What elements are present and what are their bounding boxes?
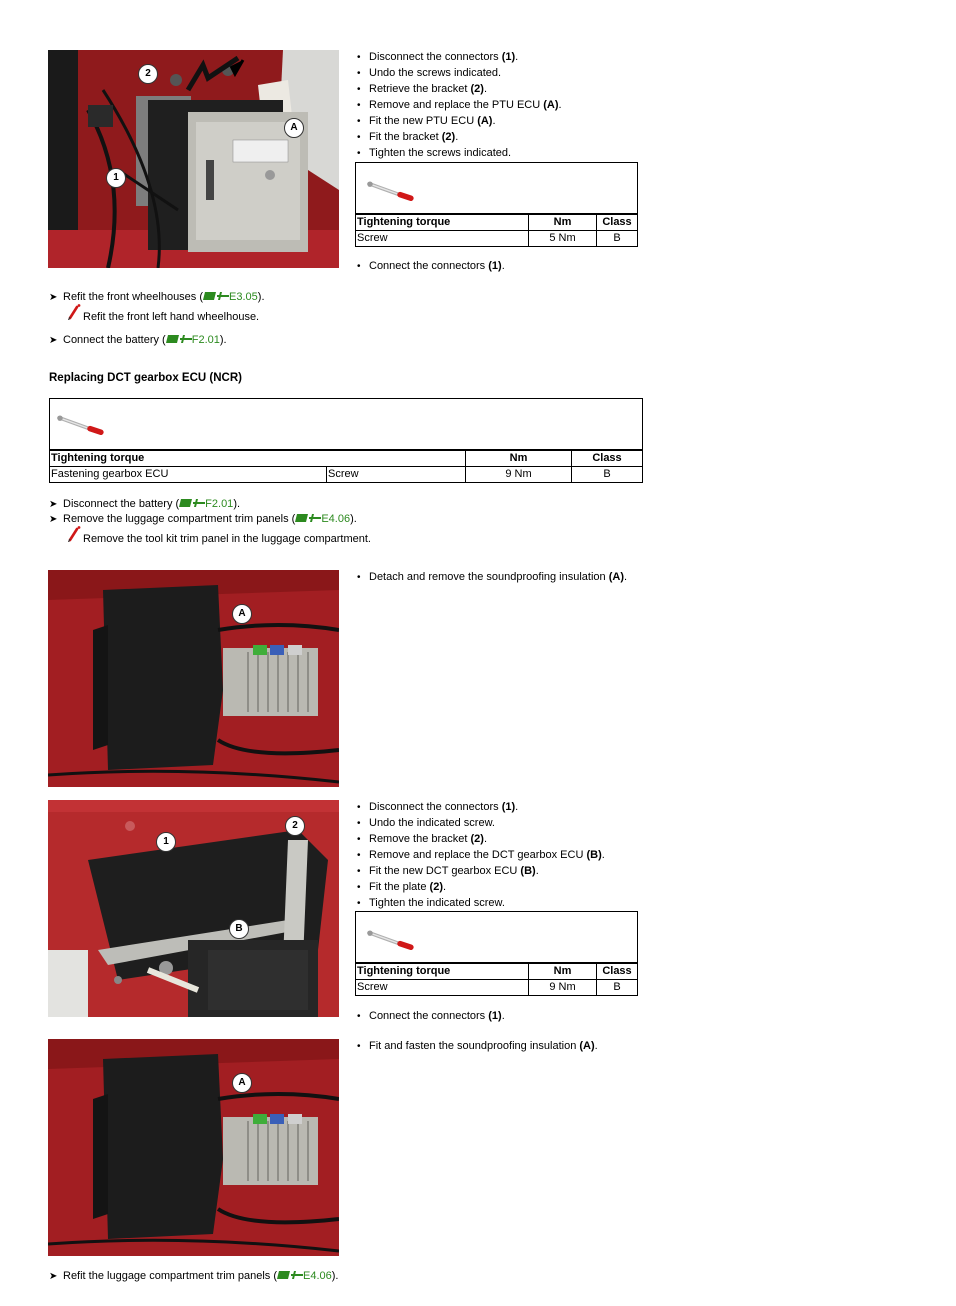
section-heading: Replacing DCT gearbox ECU (NCR) <box>49 372 242 384</box>
callout-1: 1 <box>106 168 126 188</box>
refit-wheelhouse-note: Refit the front left hand wheelhouse. <box>65 304 259 318</box>
link-f2-01[interactable]: F2.01 <box>191 334 220 346</box>
torque-row-part: Screw <box>327 467 466 483</box>
dct-step-4: • Remove and replace the DCT gearbox ECU (B). <box>357 847 605 863</box>
step-text: Remove and replace the PTU ECU <box>369 99 544 111</box>
step-text: Undo the screws indicated. <box>369 67 502 79</box>
soundproofing-step <box>357 569 627 585</box>
step-ref: (2) <box>441 131 456 143</box>
dct-ecu-photo <box>48 800 339 1017</box>
link-icon <box>203 291 229 301</box>
step-text: Tighten the screws indicated. <box>369 147 512 159</box>
arrow-icon: ➤ <box>49 335 58 346</box>
torque-header-label: Tightening torque <box>50 451 466 467</box>
torque-row-nm: 9 Nm <box>466 467 572 483</box>
dct-step-2 <box>357 815 605 831</box>
link-icon <box>179 498 205 508</box>
step-ref: (2) <box>470 833 484 845</box>
torque-row-nm: 9 Nm <box>529 980 597 996</box>
soundproofing-refit-photo <box>48 1039 339 1256</box>
link-e4-06[interactable]: E4.06 <box>321 513 351 525</box>
ptu-ecu-photo <box>48 50 339 268</box>
step-text: Tighten the indicated screw. <box>369 897 505 909</box>
callout-2: 2 <box>285 816 305 836</box>
torque-tool-box-2 <box>49 398 643 450</box>
ptu-step-6: • Fit the bracket (2). <box>357 129 562 145</box>
torque-row-part: Screw <box>356 231 529 247</box>
ptu-after-1: • Connect the connectors (1). <box>357 258 505 274</box>
soundproofing-refit-step <box>357 1038 598 1054</box>
soundproofing-photo <box>48 570 339 787</box>
step-ref: (B) <box>586 849 602 861</box>
torque-table-gearbox <box>49 450 643 483</box>
step-ref: (1) <box>488 1010 502 1022</box>
torque-wrench-icon <box>56 415 104 435</box>
step-ref: (1) <box>501 51 516 63</box>
link-icon <box>295 513 321 523</box>
remove-trim-note: Remove the tool kit trim panel in the luggage compartment. <box>65 526 371 540</box>
connect-battery-step: ➤ Connect the battery ( F2.01). <box>49 334 227 346</box>
callout-a: A <box>232 1073 252 1093</box>
arrow-icon: ➤ <box>49 514 58 525</box>
step-text: Connect the connectors <box>369 1010 489 1022</box>
ptu-step-3: • Retrieve the bracket (2). <box>357 81 562 97</box>
dct-step-3: • Remove the bracket (2). <box>357 831 605 847</box>
ptu-step-4: • Remove and replace the PTU ECU (A). <box>357 97 562 113</box>
soundproofing-1: • Detach and remove the soundproofing insulation (A). <box>357 569 627 585</box>
torque-tool-box-3 <box>355 911 638 963</box>
arrow-icon: ➤ <box>49 499 58 510</box>
remove-trim-step: ➤ Remove the luggage compartment trim panels ( E4.06). <box>49 513 357 525</box>
torque-header-class: Class <box>597 964 638 980</box>
callout-1: 1 <box>156 832 176 852</box>
step-ref: (A) <box>477 115 493 127</box>
step-ref: (2) <box>470 83 484 95</box>
torque-row-nm: 5 Nm <box>529 231 597 247</box>
step-text: Detach and remove the soundproofing insulation <box>369 571 609 583</box>
disconnect-battery-step: ➤ Disconnect the battery ( F2.01). <box>49 498 241 510</box>
dct-step-1: • Disconnect the connectors (1). <box>357 799 605 815</box>
torque-wrench-icon <box>366 930 414 950</box>
callout-a: A <box>232 604 252 624</box>
torque-tool-box <box>355 162 638 214</box>
dct-step-7 <box>357 895 605 911</box>
torque-header-class: Class <box>597 215 638 231</box>
step-text: Disconnect the connectors <box>369 51 502 63</box>
ptu-after-step <box>357 258 505 274</box>
torque-header-label: Tightening torque <box>356 964 529 980</box>
step-text: Disconnect the connectors <box>369 801 502 813</box>
step-text: Fit the plate <box>369 881 430 893</box>
ptu-step-1: • Disconnect the connectors (1). <box>357 49 562 65</box>
link-icon <box>277 1270 303 1280</box>
step-text: Fit the bracket <box>369 131 442 143</box>
step-text: Retrieve the bracket <box>369 83 471 95</box>
step-ref: (1) <box>488 260 502 272</box>
torque-row-class: B <box>597 231 638 247</box>
torque-wrench-icon <box>366 181 414 201</box>
step-ref: (A) <box>543 99 559 111</box>
step-text: Remove the bracket <box>369 833 471 845</box>
torque-row-class: B <box>597 980 638 996</box>
torque-header-class: Class <box>572 451 643 467</box>
dct-step-6: • Fit the plate (2). <box>357 879 605 895</box>
step-text: Remove and replace the DCT gearbox ECU <box>369 849 587 861</box>
refit-wheelhouses-step: ➤ Refit the front wheelhouses ( E3.05). <box>49 291 265 303</box>
link-e4-06[interactable]: E4.06 <box>303 1270 332 1282</box>
note-pen-icon <box>65 526 83 542</box>
dct-step-5: • Fit the new DCT gearbox ECU (B). <box>357 863 605 879</box>
ptu-step-5: • Fit the new PTU ECU (A). <box>357 113 562 129</box>
callout-2: 2 <box>138 64 158 84</box>
torque-header-nm: Nm <box>529 964 597 980</box>
torque-header-nm: Nm <box>466 451 572 467</box>
torque-header-label: Tightening torque <box>356 215 529 231</box>
torque-row-class: B <box>572 467 643 483</box>
ptu-steps-list <box>357 49 562 161</box>
callout-b: B <box>229 919 249 939</box>
step-text: Fit and fasten the soundproofing insulation <box>369 1040 580 1052</box>
torque-row-part: Screw <box>356 980 529 996</box>
callout-a: A <box>284 118 304 138</box>
dct-after-1: • Connect the connectors (1). <box>357 1008 505 1024</box>
torque-header-nm: Nm <box>529 215 597 231</box>
link-e3-05[interactable]: E3.05 <box>229 291 258 303</box>
torque-row-operation: Fastening gearbox ECU <box>50 467 327 483</box>
dct-after-step <box>357 1008 505 1024</box>
arrow-icon: ➤ <box>49 1271 58 1282</box>
link-icon <box>166 334 192 344</box>
step-text: Undo the indicated screw. <box>369 817 495 829</box>
torque-table-ptu <box>355 214 638 247</box>
step-ref: (A) <box>579 1040 595 1052</box>
ptu-step-7 <box>357 145 562 161</box>
step-ref: (1) <box>501 801 516 813</box>
step-ref: (B) <box>520 865 536 877</box>
torque-table-dct <box>355 963 638 996</box>
dct-steps-list <box>357 799 605 911</box>
step-ref: (2) <box>429 881 443 893</box>
step-text: Fit the new DCT gearbox ECU <box>369 865 521 877</box>
step-ref: (A) <box>608 571 624 583</box>
ptu-step-2 <box>357 65 562 81</box>
arrow-icon: ➤ <box>49 292 58 303</box>
link-f2-01[interactable]: F2.01 <box>205 498 234 510</box>
step-text: Fit the new PTU ECU <box>369 115 478 127</box>
note-pen-icon <box>65 304 83 320</box>
soundproofing-refit-1: • Fit and fasten the soundproofing insulation (A). <box>357 1038 598 1054</box>
step-text: Connect the connectors <box>369 260 489 272</box>
refit-trim-step: ➤ Refit the luggage compartment trim panels ( E4.06). <box>49 1270 339 1282</box>
